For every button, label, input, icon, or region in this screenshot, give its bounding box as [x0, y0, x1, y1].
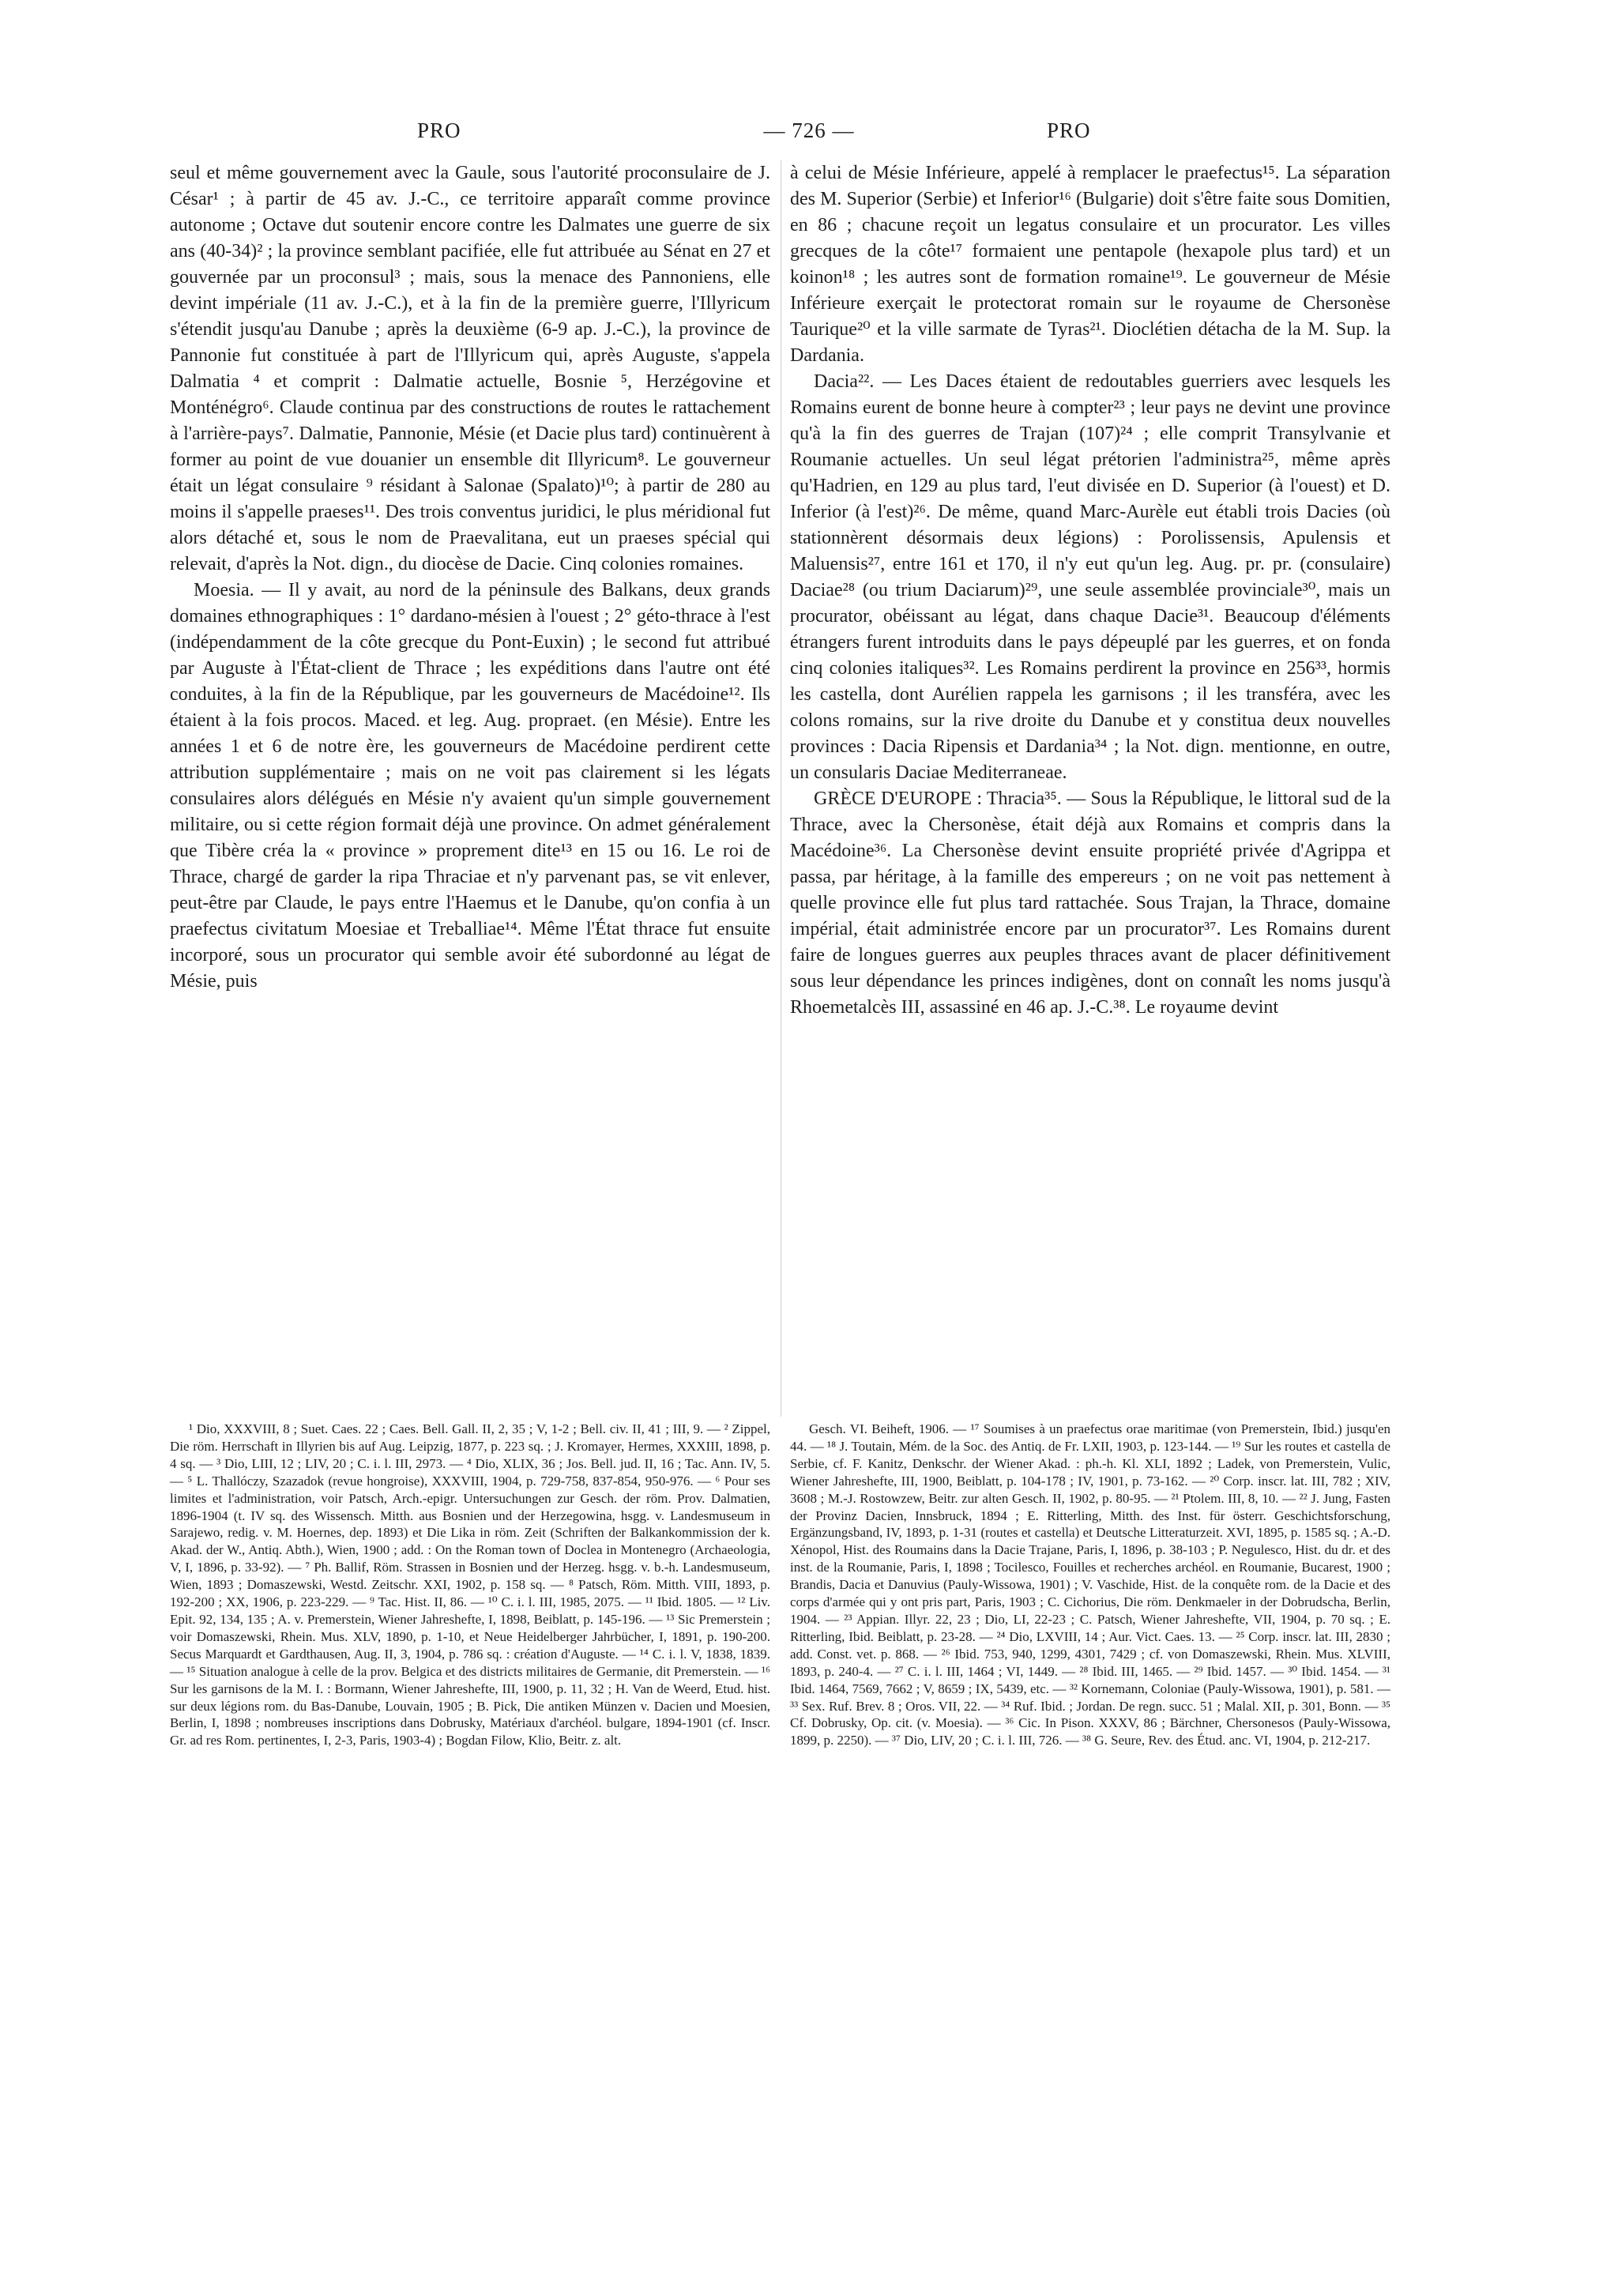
page-number: — 726 —: [763, 119, 855, 142]
paragraph-dalmatia: seul et même gouvernement avec la Gaule, sous l'autorité proconsulaire de J. César¹ ; à partir de 45 av. J.-C., ce territoire apparaît comme province autonome ; Octave dut soutenir encore contre les Dalmates une guerre de six ans (40-34)² ; la province semblant pacifiée, elle fut attribuée au Sénat en 27 et gouvernée par un proconsul³ ; mais, sous la menace des Pannoniens, elle devint impériale (11 av. J.-C.), et à la fin de la première guerre, l'Illyricum s'étendit jusqu'au Danube ; après la deuxième (6-9 ap. J.-C.), la province de Pannonie fut constituée à part de l'Illyricum qui, après Auguste, s'appela Dalmatia ⁴ et comprit : Dalmatie actuelle, Bosnie ⁵, Herzégovine et Monténégro⁶. Claude continua par des constructions de routes le rattachement à l'arrière-pays⁷. Dalmatie, Pannonie, Mésie (et Dacie plus tard) continuèrent à former au point de vue douanier un ensemble dit Illyricum⁸. Le gouverneur était un légat consulaire ⁹ résidant à Salonae (Spalato)¹⁰; à partir de 280 au moins il s'appelle praeses¹¹. Des trois conventus juridici, le plus méridional fut alors détaché et, sous le nom de Praevalitana, eut un praeses spécial qui relevait, d'après la Not. dign., du diocèse de Dacie. Cinq colonies romaines.: [170, 163, 770, 574]
footnotes-left-text: ¹ Dio, XXXVIII, 8 ; Suet. Caes. 22 ; Caes. Bell. Gall. II, 2, 35 ; V, 1-2 ; Bell. civ. II, 41 ; III, 9. — ² Zippel, Die röm. Herrschaft in Illyrien bis auf Aug. Leipzig, 1877, p. 223 sq. ; J. Kromayer, Hermes, XXXIII, 1898, p. 4 sq. — ³ Dio, LIII, 12 ; LIV, 20 ; C. i. l. III, 2973. — ⁴ Dio, XLIX, 36 ; Jos. Bell. jud. II, 16 ; Tac. Ann. IV, 5. — ⁵ L. Thallóczy, Szazadok (revue hongroise), XXXVIII, 1904, p. 729-758, 837-854, 950-976. — ⁶ Pour ses limites et l'administration, voir Patsch, Arch.-epigr. Untersuchungen zur Gesch. der röm. Prov. Dalmatien, 1896-1904 (t. IV sq. des Wissensch. Mitth. aus Bosnien und der Herzegowina, hsgg. v. Landesmuseum in Sarajewo, redig. v. M. Hoernes, dep. 1893) et Die Lika in röm. Zeit (Schriften der Balkankommission der k. Akad. der W., Antiq. Abth.), Wien, 1900 ; add. : On the Roman town of Doclea in Montenegro (Archaeologia, V, I, 1896, p. 33-92). — ⁷ Ph. Ballif, Röm. Strassen in Bosnien und der Herzeg. hsgg. v. b.-h. Landesmuseum, Wien, 1893 ; Domaszewski, Westd. Zeitschr. XXI, 1902, p. 158 sq. — ⁸ Patsch, Röm. Mitth. VIII, 1893, p. 192-200 ; XX, 1906, p. 223-229. — ⁹ Tac. Hist. II, 86. — ¹⁰ C. i. l. III, 1985, 2075. — ¹¹ Ibid. 1805. — ¹² Liv. Epit. 92, 134, 135 ; A. v. Premerstein, Wiener Jahreshefte, I, 1898, Beiblatt, p. 145-196. — ¹³ Sic Premerstein ; voir Domaszewski, Rhein. Mus. XLV, 1890, p. 1-10, et Neue Heidelberger Jahrbücher, I, 1891, p. 190-200. Secus Marquardt et Gardthausen, Aug. II, 3, 1904, p. 786 sq. : création d'Auguste. — ¹⁴ C. i. l. V, 1838, 1839. — ¹⁵ Situation analogue à celle de la prov. Belgica et des districts militaires de Germanie, dit Premerstein. — ¹⁶ Sur les garnisons de la M. I. : Bormann, Wiener Jahreshefte, III, 1900, p. 11, 32 ; H. Van de Weerd, Etud. hist. sur deux légions rom. du Bas-Danube, Louvain, 1905 ; B. Pick, Die antiken Münzen v. Dacien und Moesien, Berlin, I, 1898 ; nombreuses inscriptions dans Dobrusky, Matériaux d'archéol. bulgare, 1894-1901 (cf. Inscr. Gr. ad res Rom. pertinentes, I, 2-3, Paris, 1903-4) ; Bogdan Filow, Klio, Beitr. z. alt.: [170, 1421, 770, 1748]
right-column: [790, 160, 1390, 1021]
paragraph-moesia-continued: à celui de Mésie Inférieure, appelé à remplacer le praefectus¹⁵. La séparation des M. Superior (Serbie) et Inferior¹⁶ (Bulgarie) doit s'être faite sous Domitien, en 86 ; chacune reçoit un legatus consulaire et un procurator. Les villes grecques de la côte¹⁷ formaient une pentapole (hexapole plus tard) et un koinon¹⁸ ; les autres sont de formation romaine¹⁹. Le gouverneur de Mésie Inférieure exerçait le protectorat romain sur le royaume de Chersonèse Taurique²⁰ et la ville sarmate de Tyras²¹. Dioclétien détacha de la M. Sup. la Dardania.: [790, 163, 1390, 366]
page-header: [0, 119, 1618, 150]
left-column: [170, 160, 770, 995]
footnotes-right: [790, 1421, 1390, 1749]
footnotes-left: [170, 1421, 770, 1749]
paragraph-moesia: Moesia. — Il y avait, au nord de la péninsule des Balkans, deux grands domaines ethnographiques : 1° dardano-mésien à l'ouest ; 2° géto-thrace à l'est (indépendamment de la côte grecque du Pont-Euxin) ; le second fut attribué par Auguste à l'État-client de Thrace ; les expéditions dans l'autre ont été conduites, à la fin de la République, par les gouverneurs de Macédoine¹². Ils étaient à la fois procos. Maced. et leg. Aug. propraet. (en Mésie). Entre les années 1 et 6 de notre ère, les gouverneurs de Macédoine perdirent cette attribution supplémentaire ; mais on ne voit pas clairement si les légats consulaires alors délégués en Mésie n'y avaient qu'un simple gouvernement militaire, ou si cette région formait déjà une province. On admet généralement que Tibère créa la « province » proprement dite¹³ en 15 ou 16. Le roi de Thrace, chargé de garder la ripa Thraciae et n'y parvenant pas, se vit enlever, peut-être par Claude, le pays entre l'Haemus et le Danube, qu'on confia à un praefectus civitatum Moesiae et Treballiae¹⁴. Même l'État thrace fut ensuite incorporé, sous un procurator qui semble avoir été subordonné au légat de Mésie, puis: [170, 580, 770, 992]
paragraph-dacia: Dacia²². — Les Daces étaient de redoutables guerriers avec lesquels les Romains eurent de bonne heure à compter²³ ; leur pays ne devint une province qu'à la fin des guerres de Trajan (107)²⁴ ; elle comprit Transylvanie et Roumanie actuelles. Un seul légat prétorien l'administra²⁵, même après qu'Hadrien, en 129 au plus tard, l'eut divisée en D. Superior (à l'ouest) et D. Inferior (à l'est)²⁶. De même, quand Marc-Aurèle eut établi trois Dacies (où stationnèrent désormais deux légions) : Porolissensis, Apulensis et Maluensis²⁷, entre 161 et 170, il n'y eut qu'un leg. Aug. pr. pr. (consulaire) Daciae²⁸ (ou trium Daciarum)²⁹, une seule assemblée provinciale³⁰, mais un procurator, obéissant au légat, dans chaque Dacie³¹. Beaucoup d'éléments étrangers furent introduits dans le pays dépeuplé par les guerres, et on fonda cinq colonies italiques³². Les Romains perdirent la province en 256³³, hormis les castella, dont Aurélien rappela les garnisons ; il les transféra, avec les colons romains, sur la rive droite du Danube et y constitua deux nouvelles provinces : Dacia Ripensis et Dardania³⁴ ; la Not. dign. mentionne, en outre, un consularis Daciae Mediterraneae.: [790, 371, 1390, 783]
running-head-left: PRO: [417, 119, 461, 142]
footnotes-right-text: Gesch. VI. Beiheft, 1906. — ¹⁷ Soumises à un praefectus orae maritimae (von Premerstein, Ibid.) jusqu'en 44. — ¹⁸ J. Toutain, Mém. de la Soc. des Antiq. de Fr. LXII, 1903, p. 123-144. — ¹⁹ Sur les routes et castella de Serbie, cf. F. Kanitz, Denkschr. der Wiener Akad. : ph.-h. Kl. XLI, 1892 ; Ladek, von Premerstein, Vulic, Wiener Jahreshefte, III, 1900, Beiblatt, p. 104-178 ; IV, 1901, p. 73-162. — ²⁰ Corp. inscr. lat. III, 782 ; XIV, 3608 ; M.-J. Rostowzew, Beitr. zur alten Gesch. II, 1902, p. 80-95. — ²¹ Ptolem. III, 8, 10. — ²² J. Jung, Fasten der Provinz Dacien, Innsbruck, 1894 ; E. Ritterling, Mitth. des Inst. für österr. Geschichtsforschung, Ergänzungsband, IV, 1893, p. 1-31 (routes et castella) et Deutsche Litteraturzeit. XVI, 1895, p. 1585 sq. ; A.-D. Xénopol, Hist. des Roumains dans la Dacie Trajane, Paris, I, 1896, p. 38-103 ; P. Negulesco, Hist. du dr. et des inst. de la Roumanie, Paris, I, 1898 ; Tocilesco, Fouilles et recherches archéol. en Roumanie, Bucarest, 1900 ; Brandis, Dacia et Danuvius (Pauly-Wissowa, 1901) ; V. Vaschide, Hist. de la conquête rom. de la Dacie et des corps d'armée qui y ont pris part, Paris, 1903 ; C. Cichorius, Die röm. Denkmaeler in der Dobrudscha, Berlin, 1904. — ²³ Appian. Illyr. 22, 23 ; Dio, LI, 22-23 ; C. Patsch, Wiener Jahreshefte, VII, 1904, p. 70 sq. ; E. Ritterling, Ibid. Beiblatt, p. 23-28. — ²⁴ Dio, LXVIII, 14 ; Aur. Vict. Caes. 13. — ²⁵ Corp. inscr. lat. III, 2830 ; add. Const. vet. p. 868. — ²⁶ Ibid. 753, 940, 1299, 4301, 7429 ; cf. von Domaszewski, Rhein. Mus. XLVIII, 1893, p. 240-4. — ²⁷ C. i. l. III, 1464 ; VI, 1449. — ²⁸ Ibid. III, 1465. — ²⁹ Ibid. 1457. — ³⁰ Ibid. 1454. — ³¹ Ibid. 1464, 7569, 7662 ; V, 8659 ; IX, 5439, etc. — ³² Kornemann, Coloniae (Pauly-Wissowa, 1901), p. 581. — ³³ Sex. Ruf. Brev. 8 ; Oros. VII, 22. — ³⁴ Ruf. Ibid. ; Jordan. De regn. succ. 51 ; Malal. XII, p. 301, Bonn. — ³⁵ Cf. Dobrusky, Op. cit. (v. Moesia). — ³⁶ Cic. In Pison. XXXV, 86 ; Bärchner, Chersonesos (Pauly-Wissowa, 1899, p. 2250). — ³⁷ Dio, LIV, 20 ; C. i. l. III, 726. — ³⁸ G. Seure, Rev. des Étud. anc. VI, 1904, p. 212-217.: [790, 1421, 1390, 1748]
running-head-right: PRO: [1047, 119, 1091, 142]
paragraph-thracia: GRÈCE D'EUROPE : Thracia³⁵. — Sous la République, le littoral sud de la Thrace, avec la Chersonèse, était déjà aux Romains et compris dans la Macédoine³⁶. La Chersonèse devint ensuite propriété privée d'Agrippa et passa, par héritage, à la famille des empereurs ; on ne voit pas nettement à quelle province elle fut plus tard rattachée. Sous Trajan, la Thrace, domaine impérial, était administrée encore par un procurator³⁷. Les Romains durent faire de longues guerres aux peuples thraces avant de placer définitivement sous leur dépendance les princes indigènes, dont on connaît les noms jusqu'à Rhoemetalcès III, assassiné en 46 ap. J.-C.³⁸. Le royaume devint: [790, 789, 1390, 1018]
